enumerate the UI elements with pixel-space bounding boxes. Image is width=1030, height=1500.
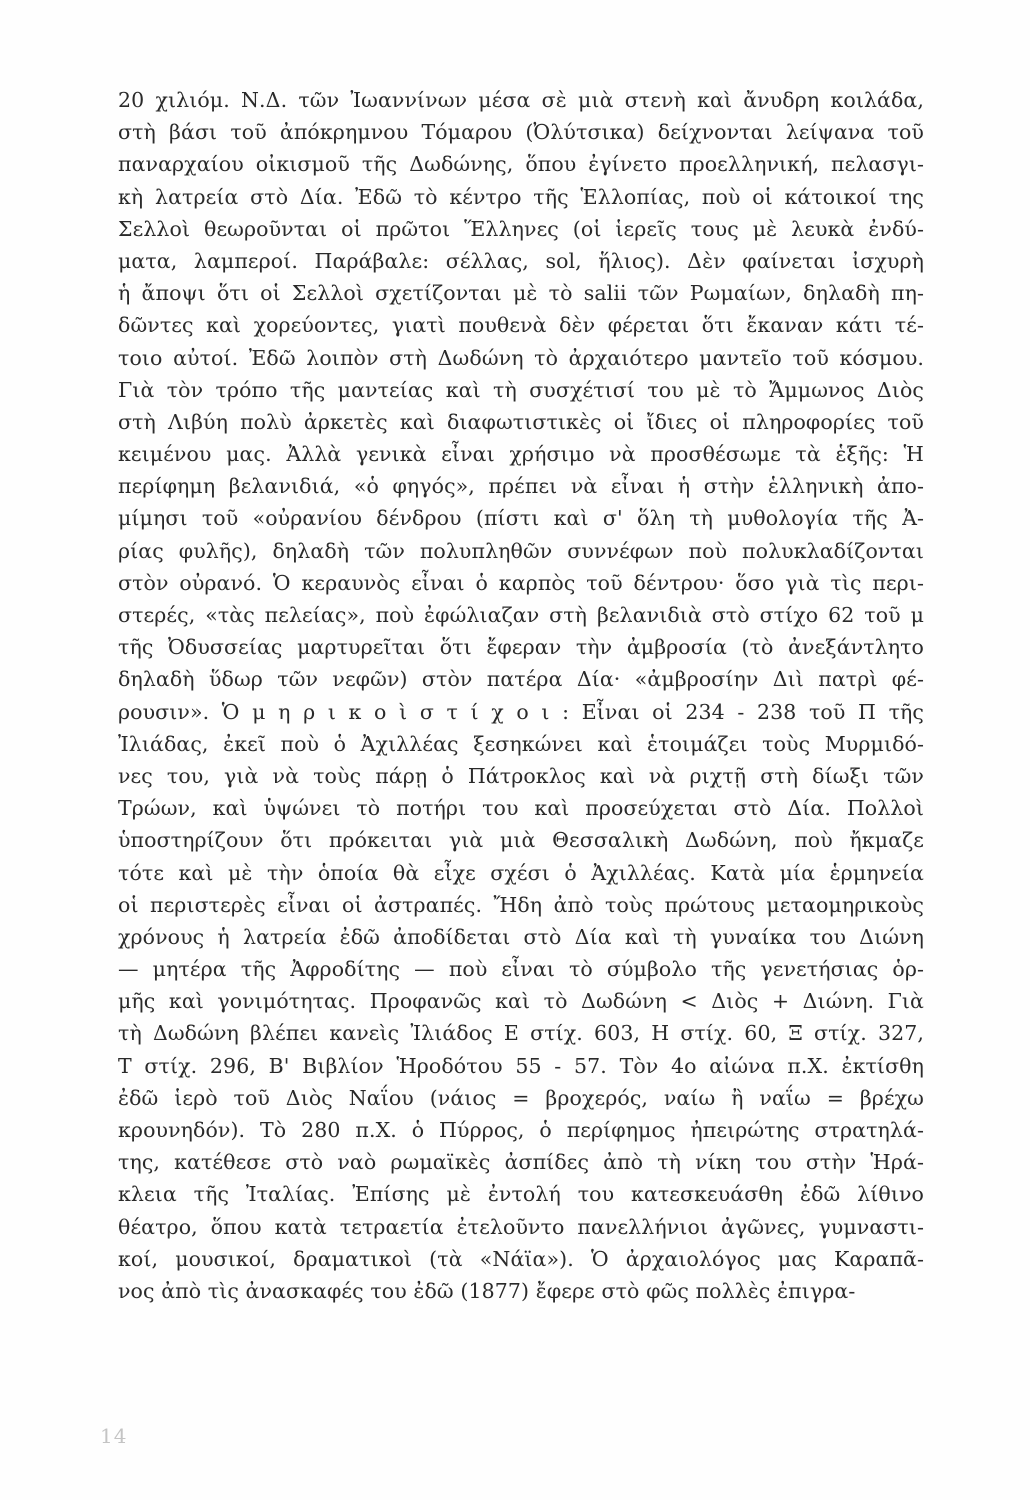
text-line: ὑποστηρίζουν ὅτι πρόκειται γιὰ μιὰ Θεσσαλικὴ Δωδώνη, ποὺ ἤκμαζε — [118, 828, 924, 853]
text-line: Γιὰ τὸν τρόπο τῆς μαντείας καὶ τὴ συσχέτισί του μὲ τὸ Ἄμμωνος Διὸς — [118, 377, 924, 402]
text-line: τῆς Ὀδυσσείας μαρτυρεῖται ὅτι ἔφεραν τὴν ἀμβροσία (τὸ ἀνεξάντλητο — [118, 635, 924, 660]
text-line: στὴ βάσι τοῦ ἀπόκρημνου Τόμαρου (Ὀλύτσικα) δείχνονται λείψανα τοῦ — [118, 120, 924, 145]
text-line: κλεια τῆς Ἰταλίας. Ἐπίσης μὲ ἐντολή του κατεσκευάσθη ἐδῶ λίθινο — [118, 1182, 924, 1207]
text-line: ἡ ἄποψι ὅτι οἱ Σελλοὶ σχετίζονται μὲ τὸ salii τῶν Ρωμαίων, δηλαδὴ πη- — [118, 281, 924, 306]
text-line: νες του, γιὰ νὰ τοὺς πάρῃ ὁ Πάτροκλος καὶ νὰ ριχτῇ στὴ δίωξι τῶν — [118, 763, 924, 788]
text-line: ματα, λαμπεροί. Παράβαλε: σέλλας, sol, ἥλιος). Δὲν φαίνεται ἰσχυρὴ — [118, 248, 924, 273]
text-line: στερές, «τὰς πελείας», ποὺ ἐφώλιαζαν στὴ βελανιδιὰ στὸ στίχο 62 τοῦ μ — [118, 603, 924, 627]
text-line: δῶντες καὶ χορεύοντες, γιατὶ πουθενὰ δὲν φέρεται ὅτι ἔκαναν κάτι τέ- — [118, 313, 924, 338]
text-line: δηλαδὴ ὕδωρ τῶν νεφῶν) στὸν πατέρα Δία· «ἀμβροσίην Διὶ πατρὶ φέ- — [118, 667, 924, 692]
text-line: ρουσιν». Ὁ μ η ρ ι κ ο ὶ σ τ ί χ ο ι : Εἶναι οἱ 234 - 238 τοῦ Π τῆς — [118, 699, 924, 724]
text-line: τοιο αὐτοί. Ἐδῶ λοιπὸν στὴ Δωδώνη τὸ ἀρχαιότερο μαντεῖο τοῦ κόσμου. — [118, 345, 924, 370]
text-line: στὸν οὐρανό. Ὁ κεραυνὸς εἶναι ὁ καρπὸς τοῦ δέντρου· ὅσο γιὰ τὶς περι- — [118, 570, 924, 595]
text-line: Τ στίχ. 296, Β' Βιβλίον Ἡροδότου 55 - 57. Τὸν 4ο αἰώνα π.Χ. ἐκτίσθη — [118, 1053, 924, 1078]
text-line: τὴ Δωδώνη βλέπει κανεὶς Ἰλιάδος Ε στίχ. 603, Η στίχ. 60, Ξ στίχ. 327, — [118, 1021, 924, 1046]
body-text — [118, 84, 924, 1307]
text-line: της, κατέθεσε στὸ ναὸ ρωμαϊκὲς ἀσπίδες ἀπὸ τὴ νίκη του στὴν Ἡρά- — [118, 1150, 924, 1175]
text-line: κειμένου μας. Ἀλλὰ γενικὰ εἶναι χρήσιμο νὰ προσθέσωμε τὰ ἑξῆς: Ἡ — [118, 442, 924, 467]
text-line: κοί, μουσικοί, δραματικοὶ (τὰ «Νάϊα»). Ὁ ἀρχαιολόγος μας Καραπᾶ- — [118, 1246, 924, 1271]
text-line: — μητέρα τῆς Ἀφροδίτης — ποὺ εἶναι τὸ σύμβολο τῆς γενετήσιας ὁρ- — [118, 957, 924, 982]
text-line: Τρώων, καὶ ὑψώνει τὸ ποτήρι του καὶ προσεύχεται στὸ Δία. Πολλοὶ — [118, 796, 924, 821]
text-line: θέατρο, ὅπου κατὰ τετραετία ἐτελοῦντο πανελλήνιοι ἀγῶνες, γυμναστι- — [118, 1214, 924, 1239]
text-line: στὴ Λιβύη πολὺ ἀρκετὲς καὶ διαφωτιστικὲς οἱ ἴδιες οἱ πληροφορίες τοῦ — [118, 409, 924, 434]
text-line: Ἰλιάδας, ἐκεῖ ποὺ ὁ Ἀχιλλέας ξεσηκώνει καὶ ἑτοιμάζει τοὺς Μυρμιδό- — [118, 731, 924, 756]
text-line: ἐδῶ ἱερὸ τοῦ Διὸς Ναΐου (νάιος = βροχερός, ναίω ἢ ναΐω = βρέχω — [118, 1085, 924, 1110]
text-line: κὴ λατρεία στὸ Δία. Ἐδῶ τὸ κέντρο τῆς Ἑλλοπίας, ποὺ οἱ κάτοικοί της — [118, 184, 924, 209]
text-line: μῆς καὶ γονιμότητας. Προφανῶς καὶ τὸ Δωδώνη < Διὸς + Διώνη. Γιὰ — [118, 989, 924, 1014]
text-line: ρίας φυλῆς), δηλαδὴ τῶν πολυπληθῶν συννέφων ποὺ πολυκλαδίζονται — [118, 538, 924, 563]
text-line: κρουνηδόν). Τὸ 280 π.Χ. ὁ Πύρρος, ὁ περίφημος ἠπειρώτης στρατηλά- — [118, 1118, 924, 1142]
text-line: μίμησι τοῦ «οὐρανίου δένδρου (πίστι καὶ σ' ὅλη τὴ μυθολογία τῆς Ἀ- — [118, 506, 924, 531]
text-line: τότε καὶ μὲ τὴν ὁποία θὰ εἶχε σχέσι ὁ Ἀχιλλέας. Κατὰ μία ἑρμηνεία — [118, 860, 924, 885]
text-line: Σελλοὶ θεωροῦνται οἱ πρῶτοι Ἕλληνες (οἱ ἱερεῖς τους μὲ λευκὰ ἐνδύ- — [118, 216, 924, 241]
text-line: περίφημη βελανιδιά, «ὁ φηγός», πρέπει νὰ εἶναι ἡ στὴν ἑλληνικὴ ἀπο- — [118, 474, 924, 499]
text-line: παναρχαίου οἰκισμοῦ τῆς Δωδώνης, ὅπου ἐγίνετο προελληνική, πελασγι- — [118, 152, 924, 177]
text-line: οἱ περιστερὲς εἶναι οἱ ἀστραπές. Ἤδη ἀπὸ τοὺς πρώτους μεταομηρικοὺς — [118, 892, 924, 917]
page-number: 14 — [100, 1424, 128, 1448]
text-line: 20 χιλιόμ. Ν.Δ. τῶν Ἰωαννίνων μέσα σὲ μιὰ στενὴ καὶ ἄνυδρη κοιλάδα, — [118, 88, 924, 112]
text-line: χρόνους ἡ λατρεία ἐδῶ ἀποδίδεται στὸ Δία καὶ τὴ γυναίκα του Διώνη — [118, 924, 924, 949]
text-line: νος ἀπὸ τὶς ἀνασκαφές του ἐδῶ (1877) ἔφερε στὸ φῶς πολλὲς ἐπιγρα- — [118, 1278, 856, 1303]
